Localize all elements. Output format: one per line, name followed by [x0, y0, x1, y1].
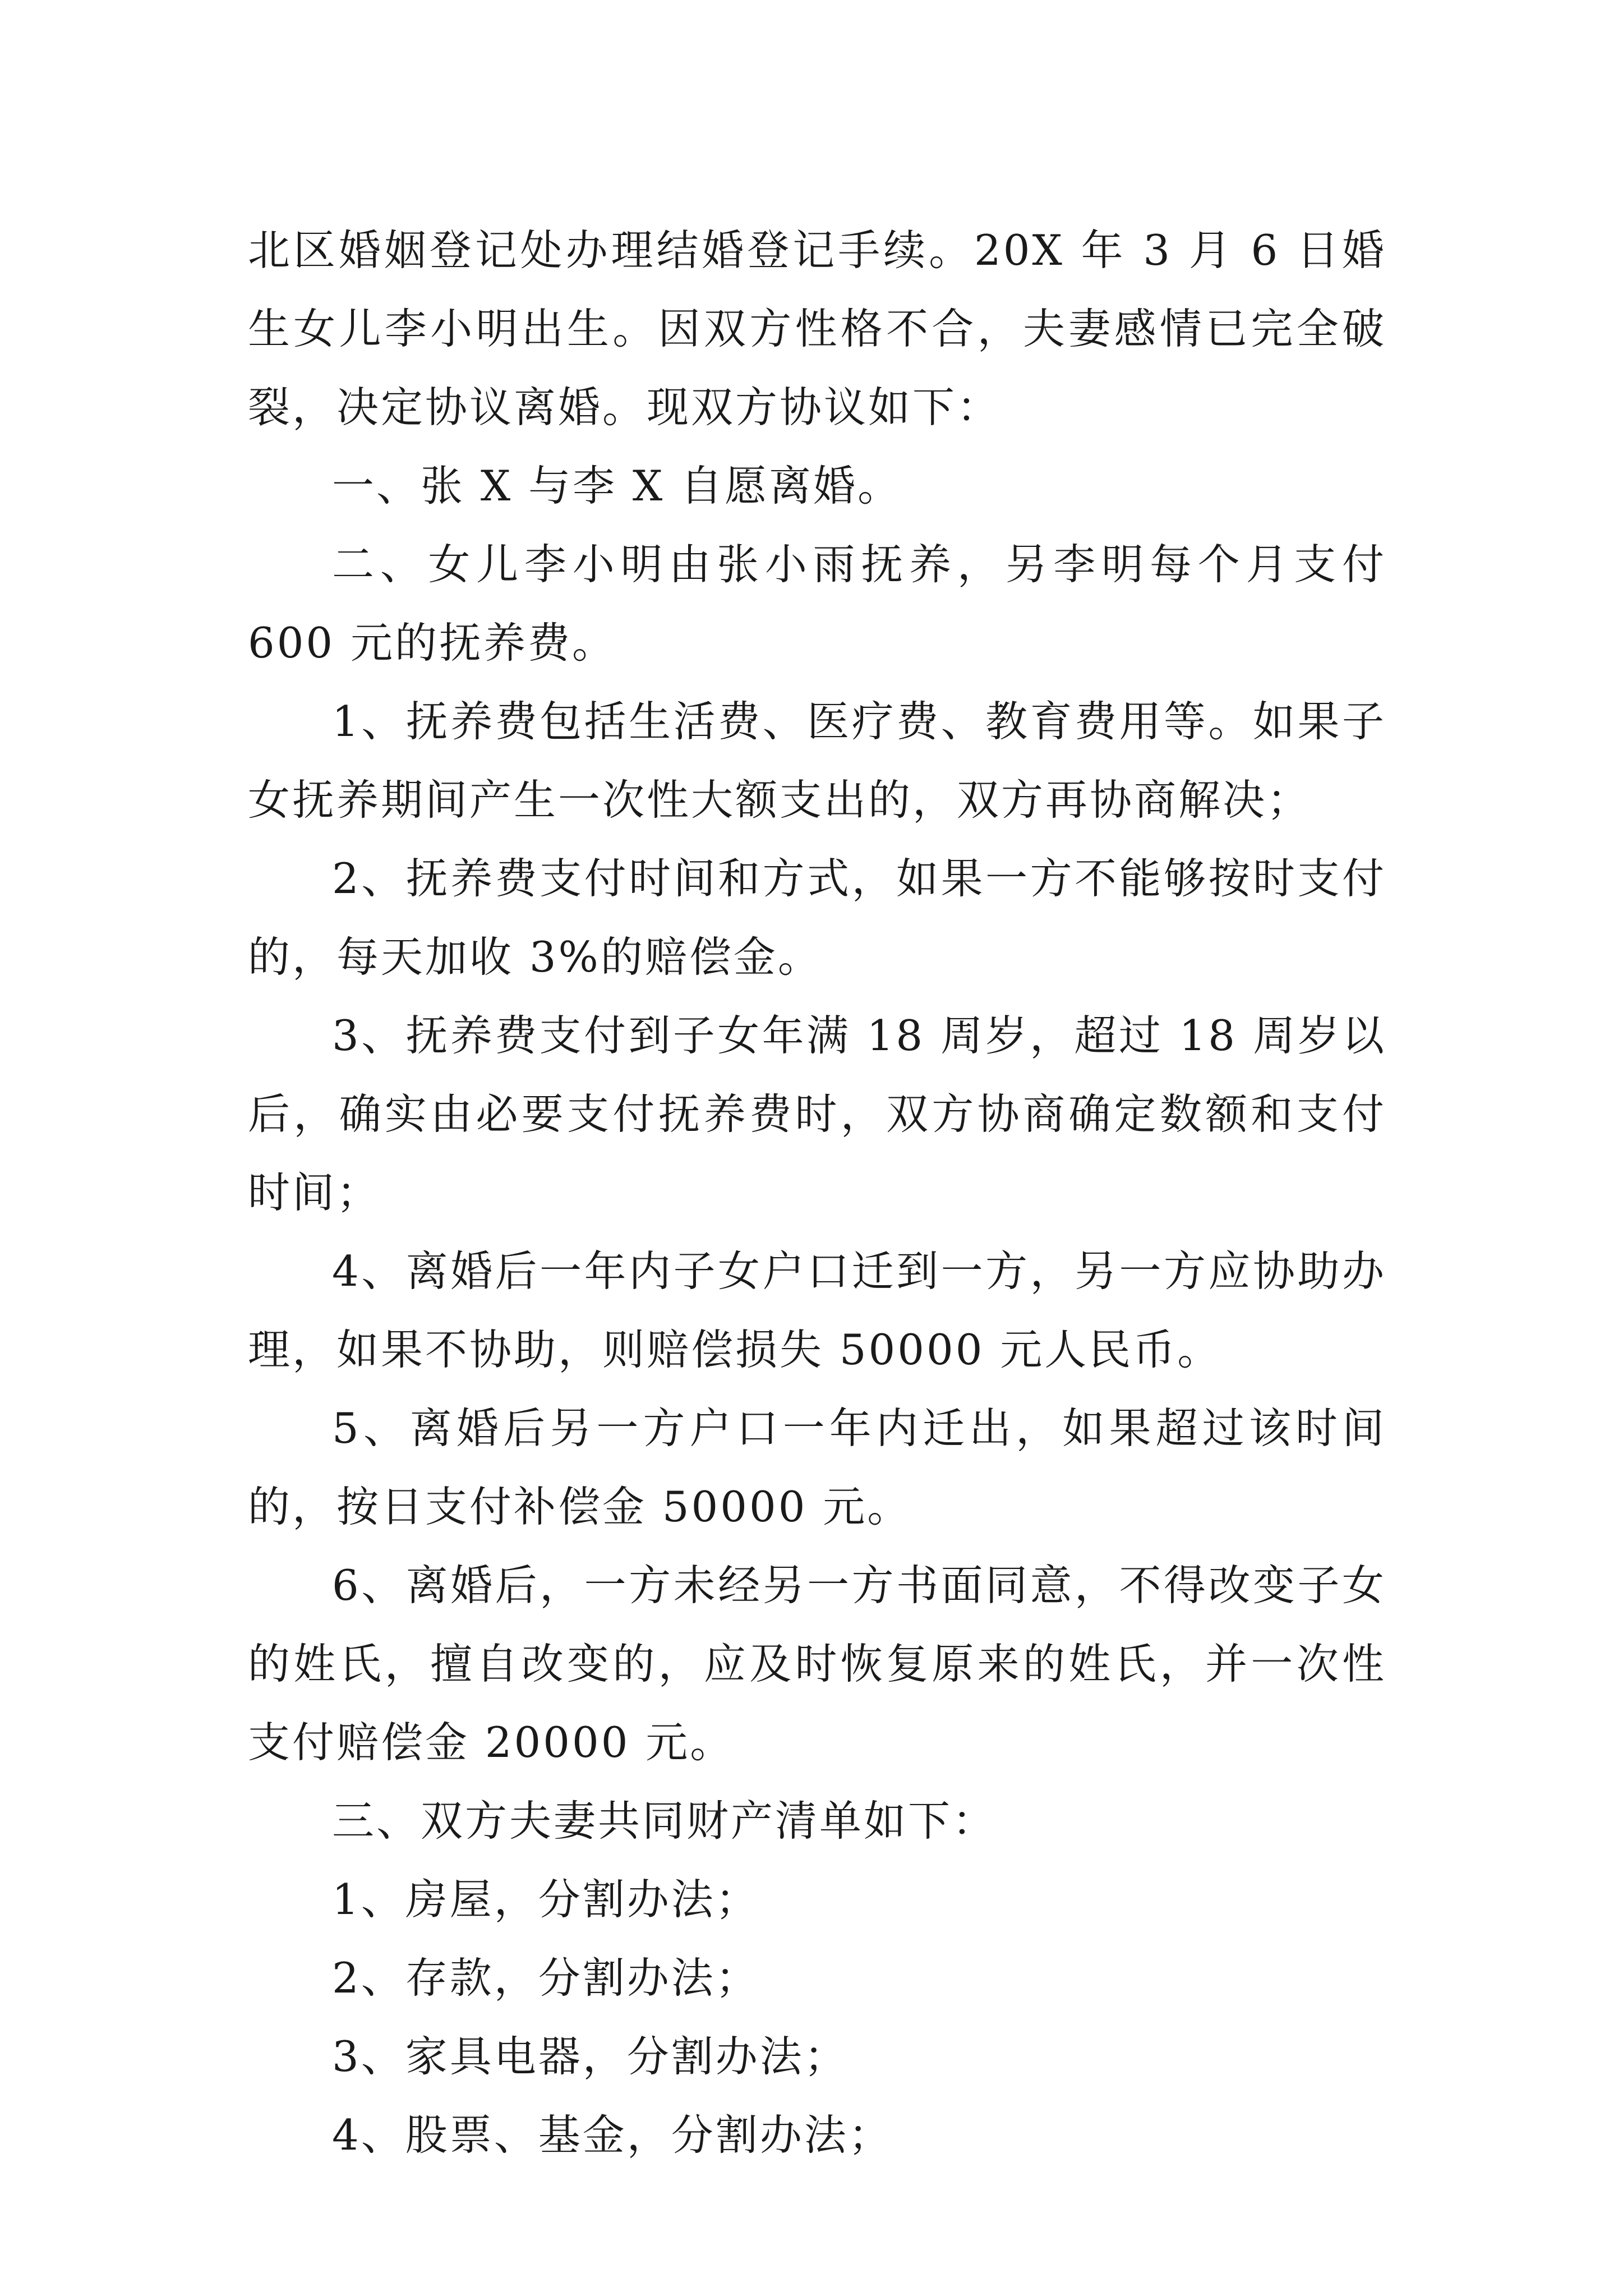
paragraph-clause-2-item-5: 5、离婚后另一方户口一年内迁出，如果超过该时间的，按日支付补偿金 50000 元。 [248, 1404, 1386, 1531]
paragraph-clause-3: 三、双方夫妻共同财产清单如下： [332, 1796, 997, 1846]
paragraph-clause-3-item-3: 3、家具电器，分割办法； [332, 2032, 849, 2081]
paragraph-clause-2-item-4: 4、离婚后一年内子女户口迁到一方，另一方应协助办理，如果不协助，则赔偿损失 50000 元人民币。 [248, 1246, 1386, 1374]
paragraph-clause-3-item-1: 1、房屋，分割办法； [332, 1875, 760, 1924]
paragraph-clause-2-item-6: 6、离婚后，一方未经另一方书面同意，不得改变子女的姓氏，擅自改变的，应及时恢复原来的姓氏，并一次性支付赔偿金 20000 元。 [248, 1561, 1386, 1767]
document-body [248, 211, 1386, 2174]
paragraph-clause-2-item-2: 2、抚养费支付时间和方式，如果一方不能够按时支付的，每天加收 3%的赔偿金。 [248, 854, 1386, 982]
paragraph-clause-2: 二、女儿李小明由张小雨抚养，另李明每个月支付 600 元的抚养费。 [248, 540, 1386, 668]
paragraph-clause-2-item-1: 1、抚养费包括生活费、医疗费、教育费用等。如果子女抚养期间产生一次性大额支出的，双方再协商解决； [248, 697, 1386, 825]
paragraph-clause-2-item-3: 3、抚养费支付到子女年满 18 周岁，超过 18 周岁以后，确实由必要支付抚养费时，双方协商确定数额和支付时间； [248, 1011, 1386, 1217]
paragraph-clause-3-item-4: 4、股票、基金，分割办法； [332, 2110, 893, 2160]
paragraph-clause-1: 一、张 X 与李 X 自愿离婚。 [332, 461, 902, 510]
paragraph-intro: 北区婚姻登记处办理结婚登记手续。20X 年 3 月 6 日婚生女儿李小明出生。因双方性格不合，夫妻感情已完全破裂，决定协议离婚。现双方协议如下： [248, 226, 1386, 432]
paragraph-clause-3-item-2: 2、存款，分割办法； [332, 1953, 760, 2003]
